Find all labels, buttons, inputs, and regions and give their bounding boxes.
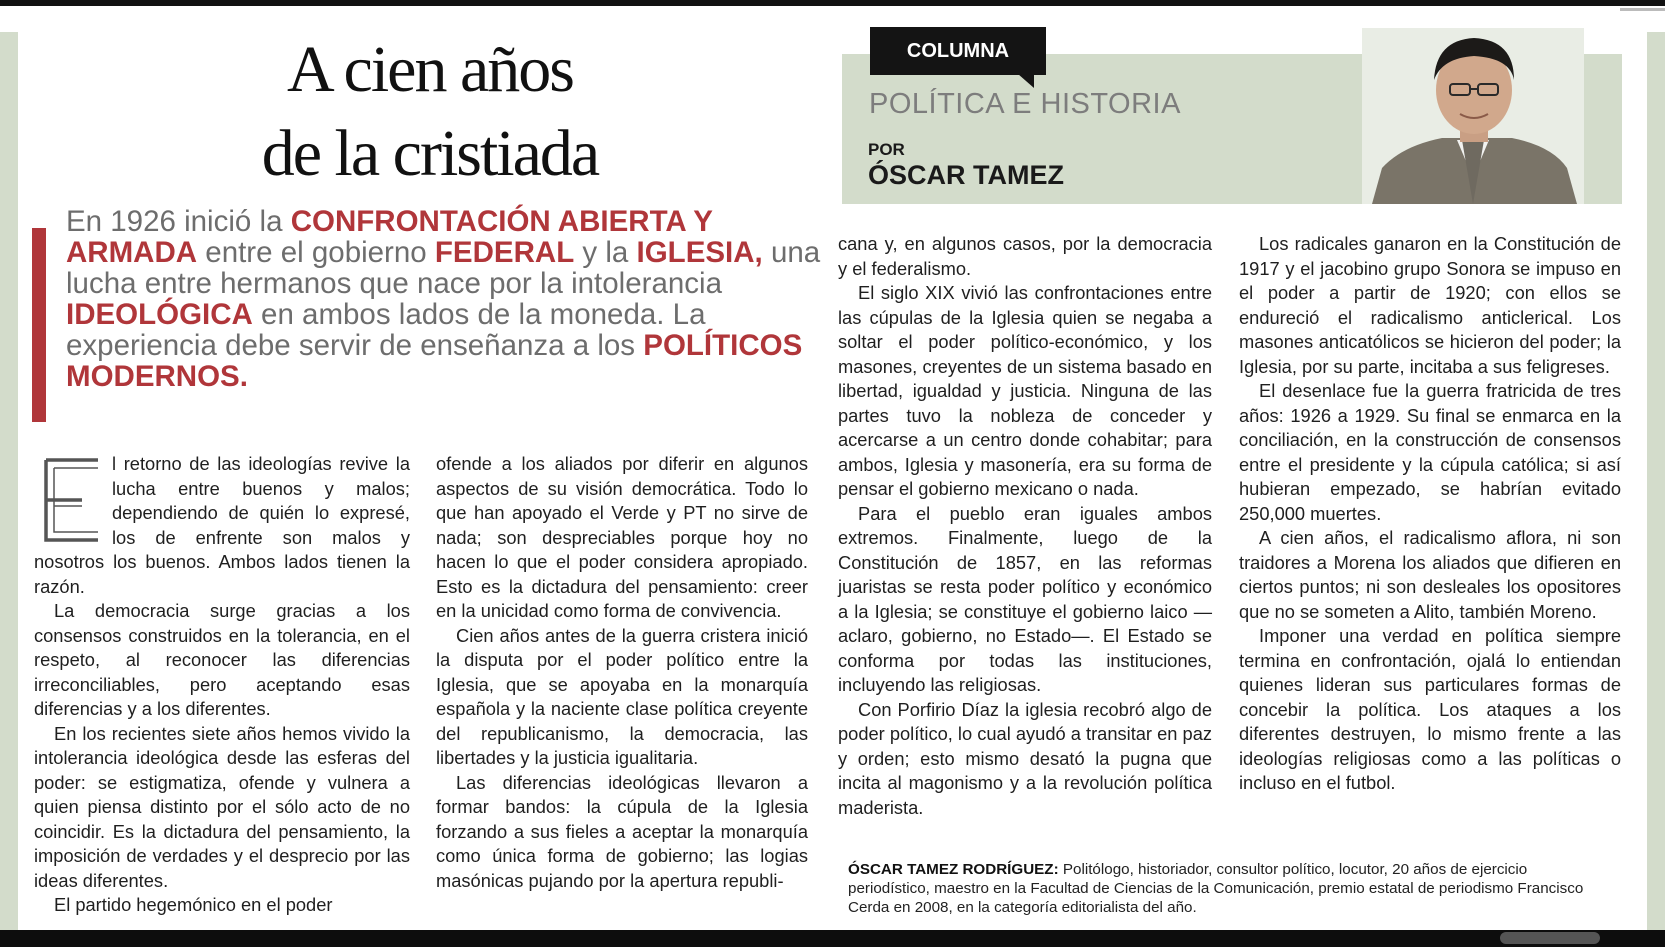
paragraph — [34, 452, 410, 599]
bio-name: ÓSCAR TAMEZ RODRÍGUEZ: — [848, 861, 1059, 878]
author-bio — [848, 860, 1593, 917]
right-page-edge — [1647, 32, 1665, 932]
paragraph: Imponer una verdad en política siempre termina en confrontación, ojalá lo entiendan quienes lideran sus particulares formas de concebir la política. Los ataques a los diferentes destruyen, lo mismo frente a las ideologías religiosas como a las políticas o incluso en el futbol. — [1239, 625, 1621, 793]
deck-text: y la — [574, 236, 637, 269]
paragraph: Con Porfirio Díaz la iglesia recobró algo de poder político, lo cual ayudó a transitar en paz y orden; esto mismo desató la pugna que incita al magonismo y a la revolución política maderista. — [838, 698, 1212, 818]
bottom-scrollbar[interactable] — [0, 930, 1665, 947]
author-name: ÓSCAR TAMEZ — [868, 160, 1064, 190]
section-name: POLÍTICA E HISTORIA — [869, 88, 1181, 120]
paragraph: cana y, en algunos casos, por la democracia y el federalismo. — [838, 233, 1212, 279]
deck-text: una lucha entre hermanos que nace por la intolerancia — [66, 236, 821, 300]
paragraph: El siglo XIX vivió las confrontaciones entre las cúpulas de la Iglesia quien se negaba a soltar el poder político-económico, y los masones, creyentes de un sistema basado en libertad, igualdad y justicia. Ninguna de las partes tuvo la nobleza de conceder y acercarse a un centro donde cohabitar; para ambos, Iglesia y masonería, era su forma de pensar el gobierno mexicano o nada. — [838, 282, 1212, 499]
body-column-2 — [436, 452, 808, 893]
column-tag: COLUMNA — [870, 27, 1046, 75]
left-page-edge — [0, 32, 18, 932]
paragraph: La democracia surge gracias a los consensos construidos en la tolerancia, en el respeto, al reconocer las diferencias irreconciliables, pero aceptando esas diferencias y a los diferentes. — [34, 600, 410, 719]
paragraph: El desenlace fue la guerra fratricida de tres años: 1926 a 1929. Su final se enmarca en la conciliación, en la construcción de consensos entre el presidente y la cúpula católica; si así hubieran empezado, se habrían evitado 250,000 muertes. — [1239, 380, 1621, 524]
body-column-1 — [34, 452, 410, 918]
deck-highlight: IDEOLÓGICA — [66, 298, 253, 331]
deck-text: entre el gobierno — [197, 236, 435, 269]
deck-text: En 1926 inició la — [66, 205, 291, 238]
paragraph: Las diferencias ideológicas llevaron a formar bandos: la cúpula de la Iglesia forzando a sus fieles a aceptar la monarquía como única forma de gobierno; las logias masónicas pujando por la apertura republi- — [436, 771, 808, 891]
deck-highlight: IGLESIA, — [636, 236, 763, 269]
deck-text: en ambos lados de la moneda. La experiencia debe servir de enseñanza a los — [66, 298, 706, 362]
author-photo — [1362, 28, 1584, 204]
paragraph-text: l retorno de las ideologías revive la lucha entre buenos y malos; dependiendo de quién lo expresé, los de enfrente son malos y nosotros los buenos. Ambos lados tienen la razón. — [34, 453, 410, 597]
column-tag-tail — [1018, 74, 1034, 88]
top-rule-right — [1620, 8, 1665, 11]
bio-text: Politólogo, historiador, consultor político, locutor, 20 años de ejercicio periodístico, maestro en la Facultad de Ciencias de la Comunicación, premio estatal de periodismo Francisco Cerda en 2008, en la categoría editorialista del año. — [848, 861, 1584, 916]
deck-highlight: CONFRONTACIÓN ABIERTA Y ARMADA — [66, 205, 713, 269]
paragraph: Los radicales ganaron en la Constitución de 1917 y el jacobino grupo Sonora se impuso en el poder a partir de 1920; con ellos se endureció el radicalismo anticlerical. Los masones anticatólicos se hicieron del poder; la Iglesia, por su parte, incitaba a sus feligreses. — [1239, 233, 1621, 377]
paragraph: En los recientes siete años hemos vivido la intolerancia ideológica desde las esferas del poder: se estigmatiza, ofende y vulnera a quien piensa distinto por el sólo acto de no coincidir. Es la dictadura del pensamiento, la imposición de verdades y el desprecio por las ideas diferentes. — [34, 722, 410, 891]
byline-label: POR — [868, 140, 905, 159]
body-column-3 — [838, 232, 1212, 820]
deck-highlight: FEDERAL — [434, 236, 575, 269]
paragraph: A cien años, el radicalismo aflora, ni son traidores a Morena los aliados que difieren en ciertos puntos; ni son desleales los opositores que no se someten a Alito, también Moreno. — [1239, 527, 1621, 622]
drop-cap-e — [42, 456, 102, 544]
article-deck — [66, 206, 826, 392]
author-portrait-illustration — [1362, 28, 1584, 204]
paragraph: Cien años antes de la guerra cristera inició la disputa por el poder político entre la Iglesia, que se apoyaba en la monarquía española y la naciente clase política creyente del republicanismo, la democracia, las libertades y la justicia igualitaria. — [436, 624, 808, 768]
deck-highlight: POLÍTICOS MODERNOS. — [66, 329, 803, 393]
paragraph: ofende a los aliados por diferir en algunos aspectos de su visión democrática. Todo lo que han apoyado el Verde y PT no sirve de nada; son despreciables porque hoy no hacen lo que el poder considera apropiado. Esto es la dictadura del pensamiento: creer en la unicidad como forma de convivencia. — [436, 453, 808, 621]
title-line-1: A cien años — [287, 33, 573, 106]
title-line-2: de la cristiada — [261, 117, 599, 190]
scrollbar-thumb[interactable] — [1500, 932, 1600, 944]
article-title — [60, 28, 800, 196]
paragraph: Para el pueblo eran iguales ambos extremos. Finalmente, luego de la Constitución de 1857, en las reformas juaristas se resta poder político y económico a la Iglesia; se constituye el gobierno laico —aclaro, gobierno, no Estado—. El Estado se conforma por todas las instituciones, incluyendo las religiosas. — [838, 502, 1212, 695]
top-rule — [0, 0, 1665, 6]
deck-accent-bar — [32, 228, 46, 422]
body-column-4 — [1239, 232, 1621, 796]
paragraph: El partido hegemónico en el poder — [54, 894, 333, 915]
